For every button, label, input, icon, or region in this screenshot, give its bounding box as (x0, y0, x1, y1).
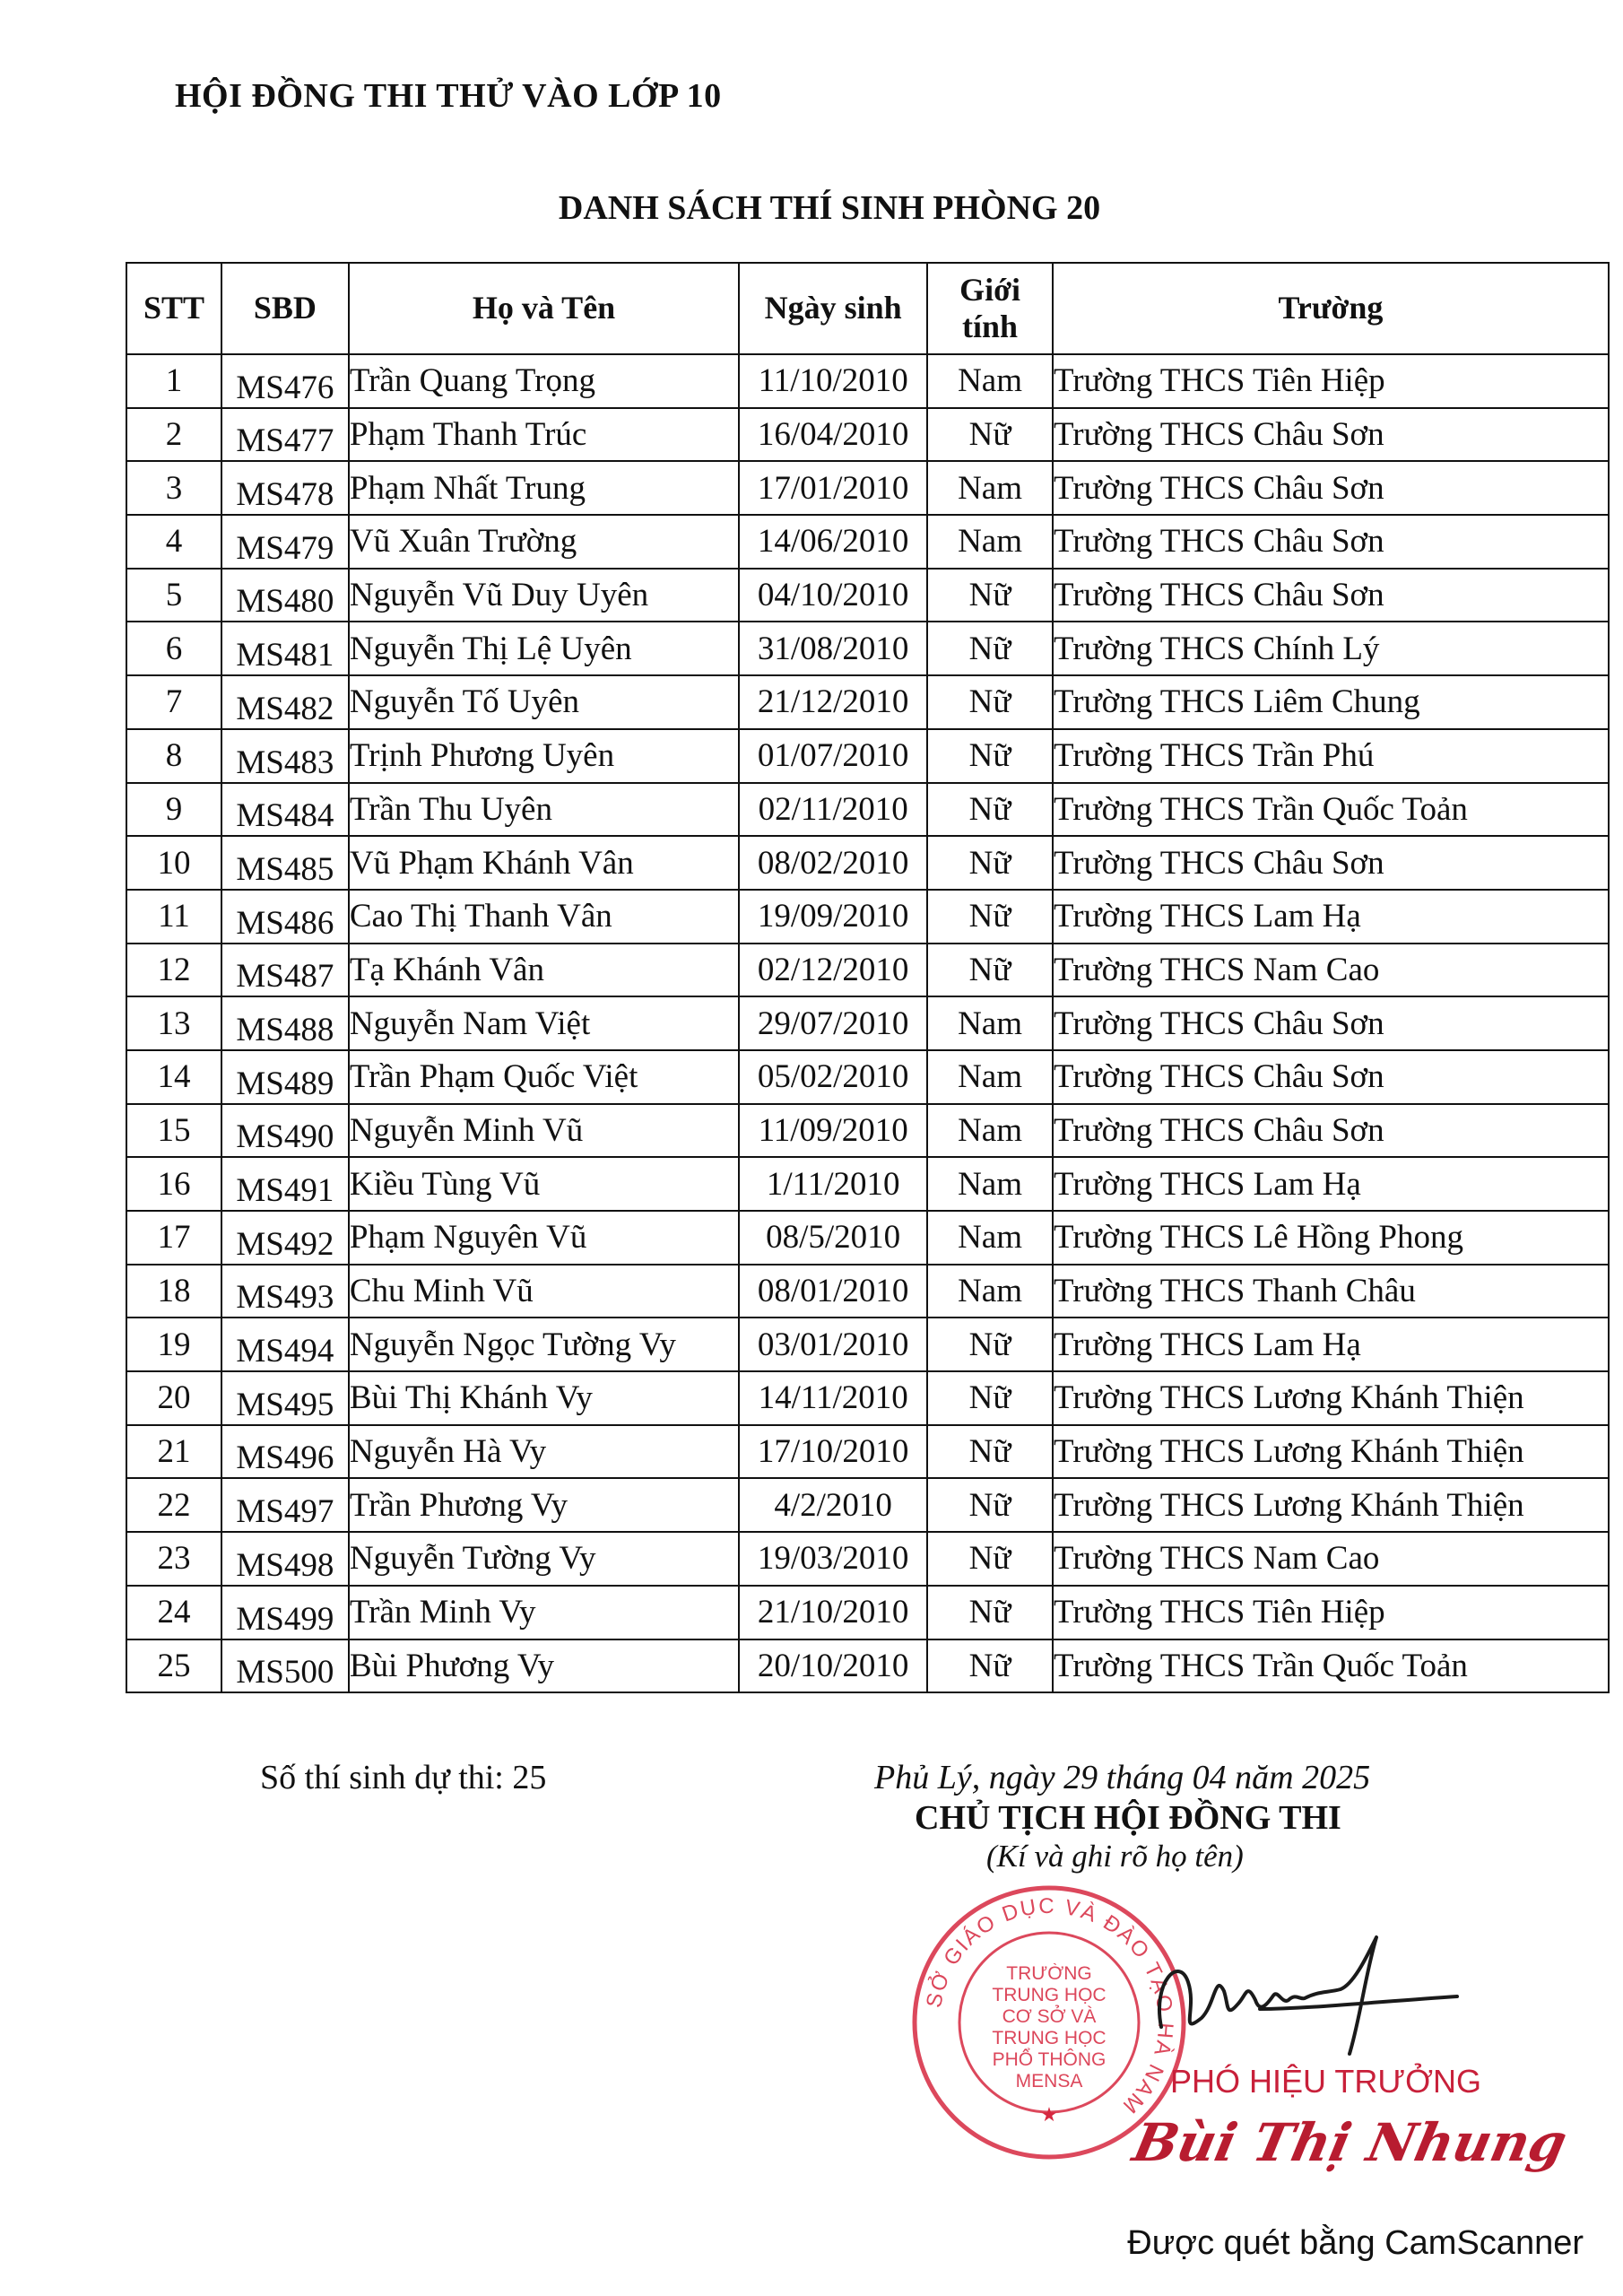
cell-school: Trường THCS Nam Cao (1053, 1532, 1609, 1586)
cell-dob: 02/11/2010 (739, 783, 927, 837)
cell-school: Trường THCS Lê Hồng Phong (1053, 1211, 1609, 1265)
cell-sbd: MS491 (221, 1157, 349, 1211)
table-row (126, 675, 1609, 729)
cell-sbd: MS489 (221, 1050, 349, 1104)
cell-sbd: MS487 (221, 944, 349, 997)
cell-school: Trường THCS Châu Sơn (1053, 996, 1609, 1050)
cell-school: Trường THCS Tiên Hiệp (1053, 354, 1609, 408)
table-row (126, 1371, 1609, 1425)
column-header-stt: STT (126, 263, 221, 354)
cell-stt: 15 (126, 1104, 221, 1158)
cell-dob: 31/08/2010 (739, 622, 927, 675)
cell-stt: 16 (126, 1157, 221, 1211)
signer-name: Bùi Thị Nhung (1127, 2112, 1573, 2173)
cell-school: Trường THCS Lương Khánh Thiện (1053, 1425, 1609, 1479)
cell-sbd: MS488 (221, 996, 349, 1050)
cell-name: Vũ Xuân Trường (349, 515, 739, 569)
table-row (126, 569, 1609, 622)
cell-dob: 14/06/2010 (739, 515, 927, 569)
table-row (126, 1586, 1609, 1639)
cell-school: Trường THCS Nam Cao (1053, 944, 1609, 997)
cell-gender: Nữ (927, 1532, 1053, 1586)
cell-sbd: MS478 (221, 461, 349, 515)
place-and-date: Phủ Lý, ngày 29 tháng 04 năm 2025 (874, 1759, 1371, 1796)
cell-name: Bùi Thị Khánh Vy (349, 1371, 739, 1425)
table-row (126, 515, 1609, 569)
cell-school: Trường THCS Lương Khánh Thiện (1053, 1478, 1609, 1532)
cell-name: Kiều Tùng Vũ (349, 1157, 739, 1211)
cell-name: Phạm Nhất Trung (349, 461, 739, 515)
cell-dob: 08/5/2010 (739, 1211, 927, 1265)
cell-school: Trường THCS Thanh Châu (1053, 1265, 1609, 1318)
cell-sbd: MS483 (221, 729, 349, 783)
cell-sbd: MS499 (221, 1586, 349, 1639)
cell-sbd: MS493 (221, 1265, 349, 1318)
cell-sbd: MS480 (221, 569, 349, 622)
cell-school: Trường THCS Lam Hạ (1053, 1157, 1609, 1211)
cell-stt: 21 (126, 1425, 221, 1479)
cell-name: Phạm Thanh Trúc (349, 408, 739, 462)
cell-gender: Nữ (927, 675, 1053, 729)
table-row (126, 1532, 1609, 1586)
cell-gender: Nam (927, 1104, 1053, 1158)
cell-stt: 10 (126, 836, 221, 890)
cell-dob: 14/11/2010 (739, 1371, 927, 1425)
table-row (126, 1157, 1609, 1211)
cell-name: Nguyễn Hà Vy (349, 1425, 739, 1479)
cell-sbd: MS479 (221, 515, 349, 569)
cell-stt: 14 (126, 1050, 221, 1104)
cell-gender: Nam (927, 515, 1053, 569)
cell-gender: Nữ (927, 836, 1053, 890)
cell-gender: Nữ (927, 622, 1053, 675)
table-row (126, 1050, 1609, 1104)
cell-school: Trường THCS Châu Sơn (1053, 569, 1609, 622)
cell-school: Trường THCS Lương Khánh Thiện (1053, 1371, 1609, 1425)
cell-school: Trường THCS Châu Sơn (1053, 515, 1609, 569)
stamp-star-icon: ★ (1040, 2103, 1058, 2126)
cell-school: Trường THCS Trần Quốc Toản (1053, 783, 1609, 837)
cell-gender: Nữ (927, 1478, 1053, 1532)
cell-stt: 4 (126, 515, 221, 569)
cell-gender: Nam (927, 1050, 1053, 1104)
cell-name: Tạ Khánh Vân (349, 944, 739, 997)
cell-school: Trường THCS Chính Lý (1053, 622, 1609, 675)
table-row (126, 1425, 1609, 1479)
cell-gender: Nam (927, 1157, 1053, 1211)
cell-dob: 1/11/2010 (739, 1157, 927, 1211)
cell-stt: 8 (126, 729, 221, 783)
stamp-center-line: TRƯỜNG (1006, 1963, 1092, 1984)
table-row (126, 1478, 1609, 1532)
document-title: DANH SÁCH THÍ SINH PHÒNG 20 (558, 189, 1101, 227)
cell-sbd: MS477 (221, 408, 349, 462)
column-header-dob: Ngày sinh (739, 263, 927, 354)
cell-gender: Nữ (927, 1586, 1053, 1639)
cell-school: Trường THCS Châu Sơn (1053, 1104, 1609, 1158)
cell-name: Trần Minh Vy (349, 1586, 739, 1639)
table-row (126, 729, 1609, 783)
cell-name: Trần Thu Uyên (349, 783, 739, 837)
cell-gender: Nam (927, 1211, 1053, 1265)
cell-dob: 02/12/2010 (739, 944, 927, 997)
cell-name: Bùi Phương Vy (349, 1639, 739, 1693)
cell-dob: 29/07/2010 (739, 996, 927, 1050)
stamp-center-line: CƠ SỞ VÀ (1002, 2006, 1097, 2027)
cell-school: Trường THCS Lam Hạ (1053, 890, 1609, 944)
cell-school: Trường THCS Châu Sơn (1053, 408, 1609, 462)
cell-gender: Nữ (927, 569, 1053, 622)
cell-stt: 25 (126, 1639, 221, 1693)
cell-school: Trường THCS Trần Quốc Toản (1053, 1639, 1609, 1693)
cell-stt: 17 (126, 1211, 221, 1265)
cell-gender: Nữ (927, 1371, 1053, 1425)
cell-stt: 19 (126, 1318, 221, 1371)
cell-stt: 2 (126, 408, 221, 462)
candidate-count: Số thí sinh dự thi: 25 (260, 1759, 547, 1796)
cell-sbd: MS497 (221, 1478, 349, 1532)
stamp-center-line: TRUNG HỌC (992, 2028, 1107, 2048)
cell-gender: Nữ (927, 1318, 1053, 1371)
table-row (126, 944, 1609, 997)
table-row (126, 622, 1609, 675)
cell-dob: 19/03/2010 (739, 1532, 927, 1586)
cell-name: Nguyễn Nam Việt (349, 996, 739, 1050)
cell-name: Nguyễn Minh Vũ (349, 1104, 739, 1158)
stamp-ring-text: SỞ GIÁO DỤC VÀ ĐÀO TẠO HÀ NAM (922, 1893, 1178, 2119)
table-row (126, 1104, 1609, 1158)
cell-stt: 12 (126, 944, 221, 997)
table-row (126, 996, 1609, 1050)
cell-name: Nguyễn Vũ Duy Uyên (349, 569, 739, 622)
column-header-school: Trường (1053, 263, 1609, 354)
cell-stt: 24 (126, 1586, 221, 1639)
table-row (126, 461, 1609, 515)
cell-stt: 6 (126, 622, 221, 675)
cell-stt: 20 (126, 1371, 221, 1425)
table-row (126, 354, 1609, 408)
cell-name: Nguyễn Tường Vy (349, 1532, 739, 1586)
cell-dob: 20/10/2010 (739, 1639, 927, 1693)
cell-sbd: MS492 (221, 1211, 349, 1265)
table-row (126, 836, 1609, 890)
cell-school: Trường THCS Châu Sơn (1053, 1050, 1609, 1104)
camscanner-watermark: Được quét bằng CamScanner (1127, 2224, 1584, 2262)
cell-school: Trường THCS Trần Phú (1053, 729, 1609, 783)
cell-sbd: MS476 (221, 354, 349, 408)
cell-name: Trần Phương Vy (349, 1478, 739, 1532)
table-row (126, 408, 1609, 462)
cell-gender: Nam (927, 461, 1053, 515)
cell-name: Trần Phạm Quốc Việt (349, 1050, 739, 1104)
column-header-gender: Giới tính (927, 263, 1053, 354)
cell-name: Nguyễn Tố Uyên (349, 675, 739, 729)
cell-dob: 19/09/2010 (739, 890, 927, 944)
cell-name: Phạm Nguyên Vũ (349, 1211, 739, 1265)
cell-gender: Nữ (927, 944, 1053, 997)
cell-name: Trần Quang Trọng (349, 354, 739, 408)
cell-dob: 05/02/2010 (739, 1050, 927, 1104)
cell-school: Trường THCS Liêm Chung (1053, 675, 1609, 729)
cell-school: Trường THCS Châu Sơn (1053, 836, 1609, 890)
table-row (126, 783, 1609, 837)
table-row (126, 890, 1609, 944)
signature-title: CHỦ TỊCH HỘI ĐỒNG THI (915, 1799, 1341, 1837)
cell-dob: 08/01/2010 (739, 1265, 927, 1318)
cell-stt: 13 (126, 996, 221, 1050)
cell-school: Trường THCS Tiên Hiệp (1053, 1586, 1609, 1639)
table-header-row (126, 263, 1609, 354)
column-header-name: Họ và Tên (349, 263, 739, 354)
cell-sbd: MS486 (221, 890, 349, 944)
cell-stt: 7 (126, 675, 221, 729)
cell-dob: 04/10/2010 (739, 569, 927, 622)
cell-school: Trường THCS Châu Sơn (1053, 461, 1609, 515)
table-body (126, 354, 1609, 1692)
exam-council-heading: HỘI ĐỒNG THI THỬ VÀO LỚP 10 (175, 77, 722, 115)
cell-dob: 08/02/2010 (739, 836, 927, 890)
signer-role: PHÓ HIỆU TRƯỞNG (1170, 2063, 1481, 2100)
cell-dob: 17/01/2010 (739, 461, 927, 515)
cell-dob: 21/12/2010 (739, 675, 927, 729)
stamp-center-line: PHỔ THÔNG (992, 2049, 1107, 2070)
table-row (126, 1318, 1609, 1371)
cell-stt: 18 (126, 1265, 221, 1318)
cell-stt: 9 (126, 783, 221, 837)
cell-gender: Nam (927, 354, 1053, 408)
cell-sbd: MS485 (221, 836, 349, 890)
cell-sbd: MS496 (221, 1425, 349, 1479)
cell-sbd: MS490 (221, 1104, 349, 1158)
handwritten-signature (1125, 1919, 1466, 2072)
cell-stt: 1 (126, 354, 221, 408)
stamp-center-line: TRUNG HỌC (992, 1985, 1107, 2005)
cell-name: Nguyễn Ngọc Tường Vy (349, 1318, 739, 1371)
cell-name: Vũ Phạm Khánh Vân (349, 836, 739, 890)
cell-name: Nguyễn Thị Lệ Uyên (349, 622, 739, 675)
cell-dob: 11/10/2010 (739, 354, 927, 408)
table-row (126, 1639, 1609, 1693)
cell-dob: 4/2/2010 (739, 1478, 927, 1532)
cell-dob: 01/07/2010 (739, 729, 927, 783)
cell-sbd: MS495 (221, 1371, 349, 1425)
cell-gender: Nữ (927, 1425, 1053, 1479)
table-row (126, 1265, 1609, 1318)
cell-name: Trịnh Phương Uyên (349, 729, 739, 783)
cell-name: Cao Thị Thanh Vân (349, 890, 739, 944)
cell-dob: 11/09/2010 (739, 1104, 927, 1158)
cell-gender: Nữ (927, 408, 1053, 462)
cell-gender: Nữ (927, 729, 1053, 783)
cell-gender: Nam (927, 1265, 1053, 1318)
cell-sbd: MS500 (221, 1639, 349, 1693)
candidate-table (126, 262, 1610, 1693)
cell-stt: 22 (126, 1478, 221, 1532)
cell-sbd: MS484 (221, 783, 349, 837)
cell-stt: 11 (126, 890, 221, 944)
cell-gender: Nữ (927, 1639, 1053, 1693)
cell-dob: 21/10/2010 (739, 1586, 927, 1639)
cell-sbd: MS498 (221, 1532, 349, 1586)
cell-gender: Nữ (927, 783, 1053, 837)
column-header-sbd: SBD (221, 263, 349, 354)
cell-sbd: MS494 (221, 1318, 349, 1371)
signature-note: (Kí và ghi rõ họ tên) (986, 1839, 1244, 1874)
cell-gender: Nam (927, 996, 1053, 1050)
cell-dob: 16/04/2010 (739, 408, 927, 462)
cell-stt: 23 (126, 1532, 221, 1586)
cell-stt: 5 (126, 569, 221, 622)
cell-dob: 03/01/2010 (739, 1318, 927, 1371)
cell-sbd: MS482 (221, 675, 349, 729)
cell-name: Chu Minh Vũ (349, 1265, 739, 1318)
cell-gender: Nữ (927, 890, 1053, 944)
cell-dob: 17/10/2010 (739, 1425, 927, 1479)
table-row (126, 1211, 1609, 1265)
stamp-center-line: MENSA (1015, 2071, 1083, 2092)
cell-stt: 3 (126, 461, 221, 515)
cell-sbd: MS481 (221, 622, 349, 675)
cell-school: Trường THCS Lam Hạ (1053, 1318, 1609, 1371)
